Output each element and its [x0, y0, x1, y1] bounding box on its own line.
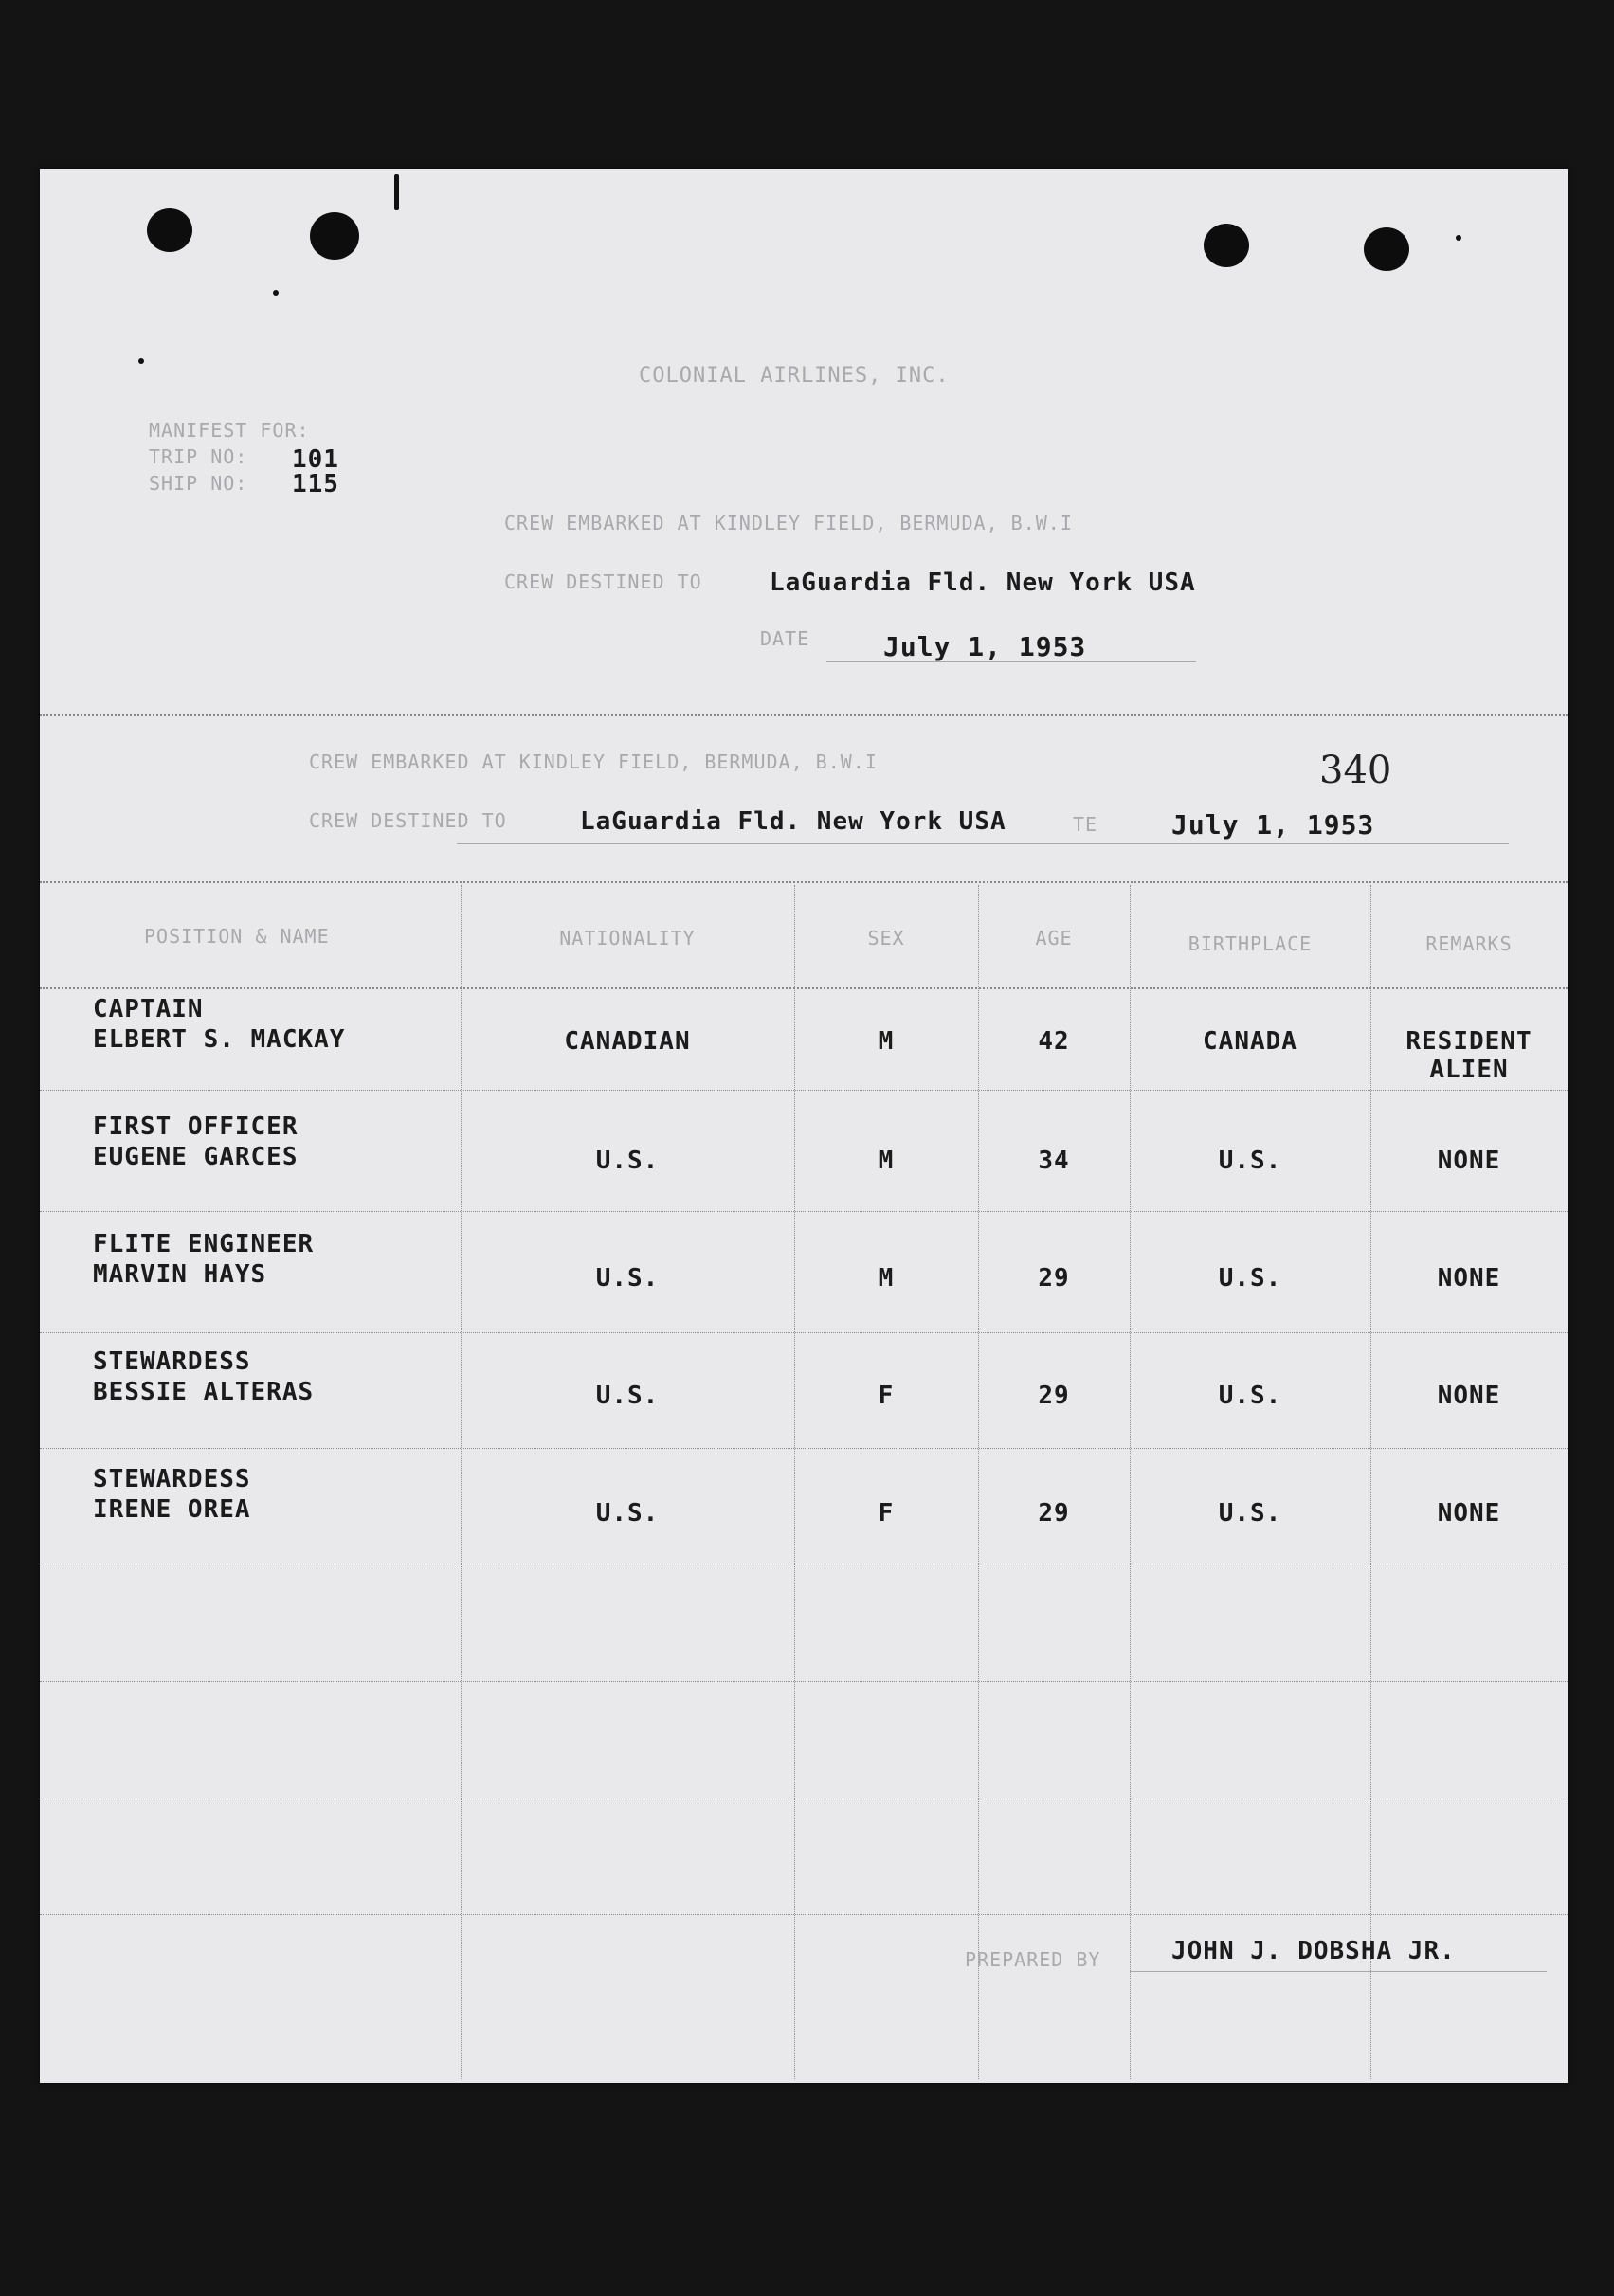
crew-sex: F — [878, 1382, 895, 1410]
date-underline — [826, 661, 1196, 662]
col-divider — [1130, 885, 1131, 2079]
table-top-line — [40, 881, 1568, 883]
company-name: COLONIAL AIRLINES, INC. — [639, 364, 950, 388]
prepared-by-value: JOHN J. DOBSHA JR. — [1171, 1937, 1456, 1965]
crew-name: ELBERT S. MACKAY — [93, 1025, 346, 1054]
column-header-age: AGE — [1035, 927, 1073, 949]
crew-name: MARVIN HAYS — [93, 1260, 267, 1289]
stub-crew-destined-label: CREW DESTINED TO — [309, 809, 507, 832]
crew-sex: M — [878, 1027, 895, 1056]
crew-age: 34 — [1038, 1147, 1070, 1175]
crew-name: EUGENE GARCES — [93, 1143, 299, 1171]
row-divider — [40, 1090, 1568, 1091]
ink-speck — [394, 174, 399, 210]
trip-number-label: TRIP NO: — [149, 445, 248, 468]
punch-hole-right-1 — [1204, 224, 1249, 267]
crew-nationality: U.S. — [595, 1382, 660, 1410]
crew-remarks: NONE — [1437, 1147, 1501, 1175]
column-header-position-name: POSITION & NAME — [144, 925, 330, 948]
crew-sex: M — [878, 1147, 895, 1175]
punch-hole-left-1 — [147, 208, 192, 252]
header-row-divider — [40, 987, 1568, 989]
column-header-remarks: REMARKS — [1425, 932, 1513, 955]
stub-underline — [457, 843, 1509, 844]
crew-age: 29 — [1038, 1499, 1070, 1528]
column-header-birthplace: BIRTHPLACE — [1188, 932, 1313, 955]
crew-nationality: U.S. — [595, 1499, 660, 1528]
crew-nationality: U.S. — [595, 1147, 660, 1175]
crew-position: FLITE ENGINEER — [93, 1230, 315, 1258]
stub-crew-embarked-label: CREW EMBARKED AT KINDLEY FIELD, BERMUDA, B.W.I — [309, 750, 878, 773]
crew-embarked-label: CREW EMBARKED AT KINDLEY FIELD, BERMUDA, B.W.I — [504, 512, 1073, 534]
row-divider — [40, 1332, 1568, 1333]
column-header-nationality: NATIONALITY — [559, 927, 696, 949]
crew-remarks: NONE — [1437, 1499, 1501, 1528]
crew-birthplace: U.S. — [1218, 1382, 1282, 1410]
perforation-line — [40, 714, 1568, 716]
date-value: July 1, 1953 — [883, 631, 1087, 662]
stub-crew-destined-value: LaGuardia Fld. New York USA — [580, 807, 1006, 836]
col-divider — [461, 885, 462, 2079]
manifest-page — [40, 169, 1568, 2083]
crew-age: 29 — [1038, 1264, 1070, 1293]
crew-name: IRENE OREA — [93, 1495, 251, 1524]
crew-position: STEWARDESS — [93, 1465, 251, 1493]
crew-name: BESSIE ALTERAS — [93, 1378, 315, 1406]
crew-age: 29 — [1038, 1382, 1070, 1410]
row-divider — [40, 1448, 1568, 1449]
crew-remarks: NONE — [1437, 1382, 1501, 1410]
crew-nationality: U.S. — [595, 1264, 660, 1293]
crew-birthplace: U.S. — [1218, 1264, 1282, 1293]
row-divider — [40, 1681, 1568, 1682]
crew-position: FIRST OFFICER — [93, 1112, 299, 1141]
stub-date-label: TE — [1073, 813, 1098, 836]
crew-sex: M — [878, 1264, 895, 1293]
trip-number-value: 101 — [292, 445, 339, 474]
date-label: DATE — [760, 627, 810, 650]
punch-hole-right-2 — [1364, 227, 1409, 271]
stub-date-value: July 1, 1953 — [1171, 809, 1375, 841]
crew-destined-label: CREW DESTINED TO — [504, 570, 702, 593]
column-header-sex: SEX — [867, 927, 905, 949]
crew-position: CAPTAIN — [93, 995, 204, 1023]
punch-hole-left-2 — [310, 212, 359, 260]
row-divider — [40, 1914, 1568, 1915]
crew-remarks-line-2: ALIEN — [1429, 1056, 1509, 1084]
crew-nationality: CANADIAN — [564, 1027, 691, 1056]
crew-birthplace: U.S. — [1218, 1147, 1282, 1175]
prepared-by-label: PREPARED BY — [965, 1948, 1101, 1971]
prepared-by-underline — [1130, 1971, 1547, 1972]
ink-speck — [273, 290, 279, 296]
crew-remarks: RESIDENT — [1405, 1027, 1532, 1056]
stub-page-number: 340 — [1319, 749, 1392, 792]
row-divider — [40, 1211, 1568, 1212]
ship-number-label: SHIP NO: — [149, 472, 248, 495]
crew-age: 42 — [1038, 1027, 1070, 1056]
col-divider — [978, 885, 979, 2079]
ink-speck — [1456, 235, 1461, 241]
crew-birthplace: U.S. — [1218, 1499, 1282, 1528]
crew-birthplace: CANADA — [1203, 1027, 1297, 1056]
col-divider — [794, 885, 795, 2079]
crew-sex: F — [878, 1499, 895, 1528]
crew-destined-value: LaGuardia Fld. New York USA — [770, 569, 1196, 597]
crew-remarks: NONE — [1437, 1264, 1501, 1293]
ink-speck — [138, 358, 144, 364]
crew-position: STEWARDESS — [93, 1347, 251, 1376]
ship-number-value: 115 — [292, 470, 339, 498]
manifest-for-label: MANIFEST FOR: — [149, 419, 310, 442]
